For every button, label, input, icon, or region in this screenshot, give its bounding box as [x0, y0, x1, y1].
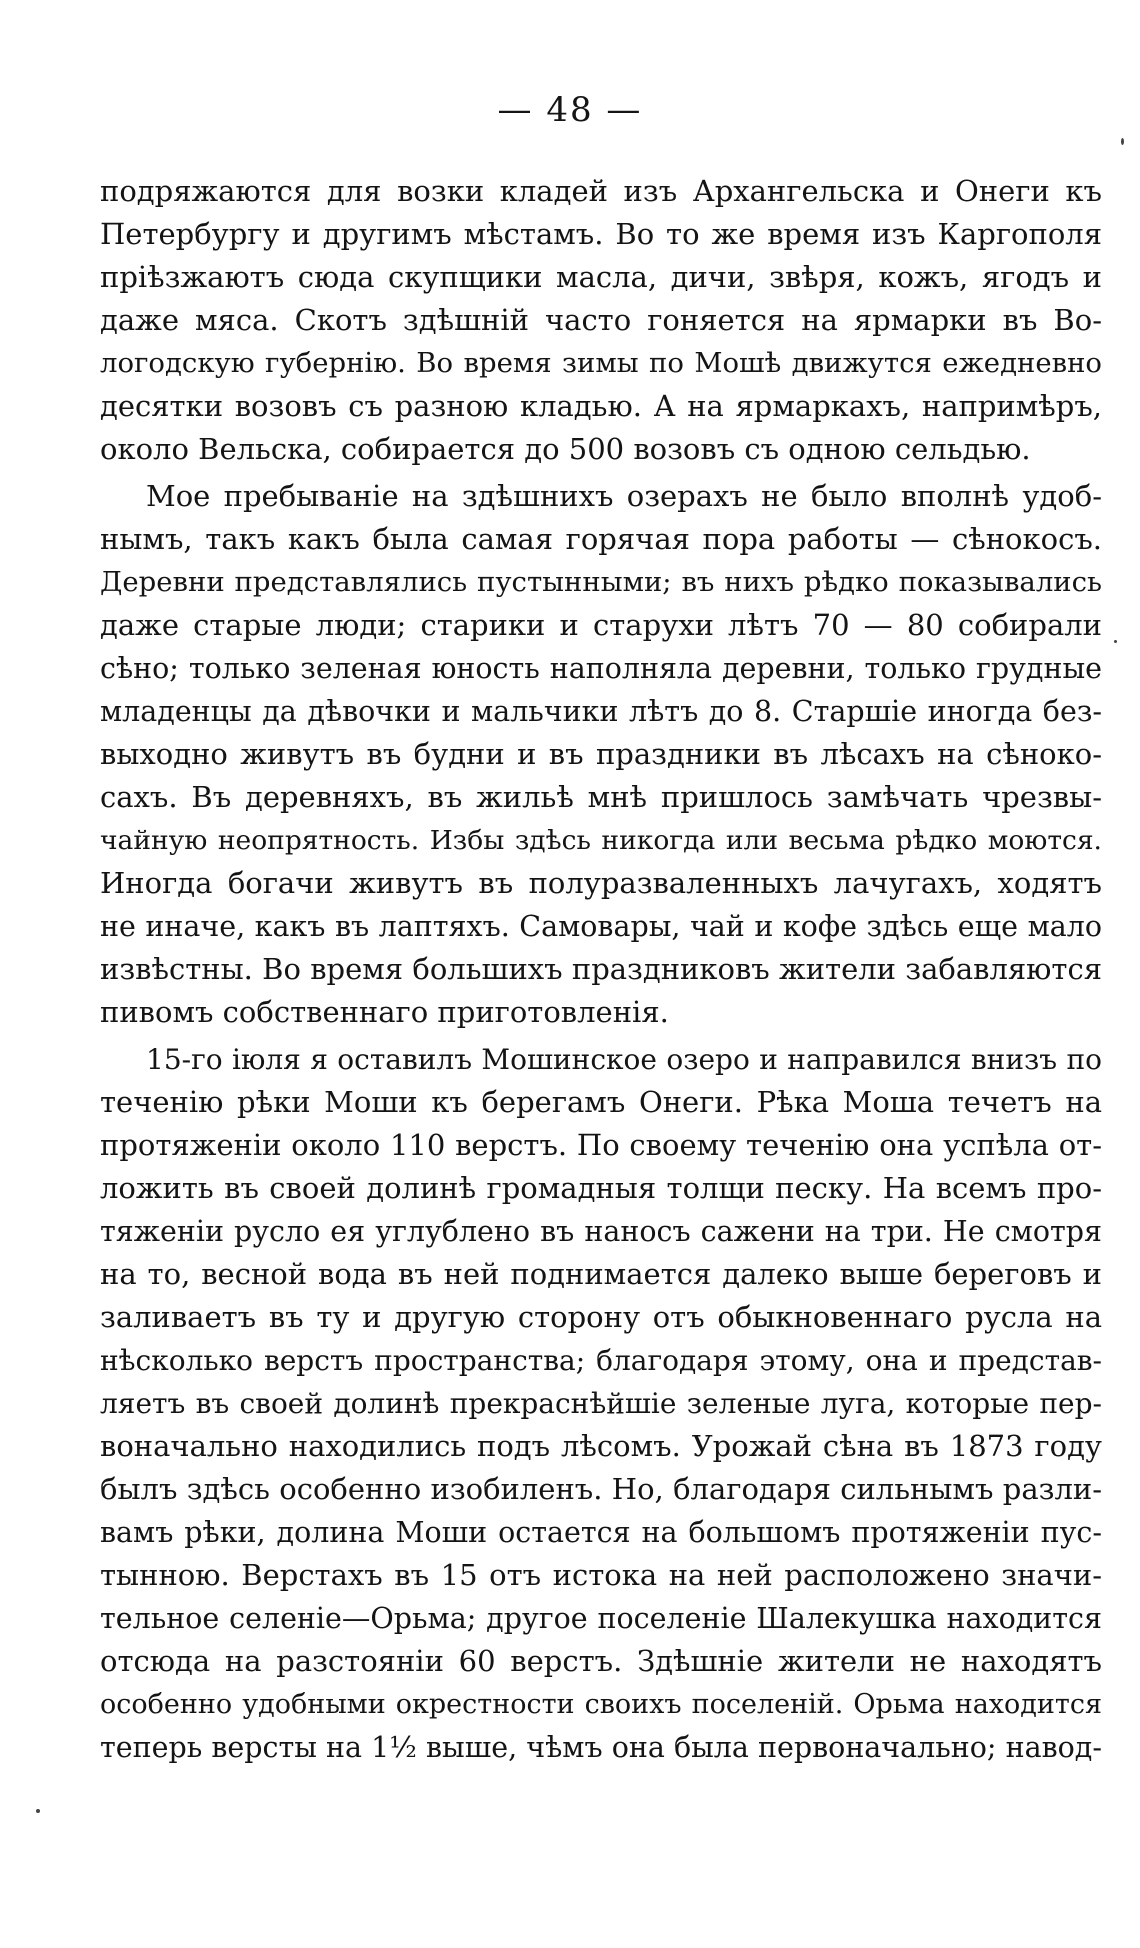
text-line: нѣсколько верстъ пространства; благодаря этому, она и представ-	[100, 1344, 1102, 1377]
text-line: младенцы да дѣвочки и мальчики лѣтъ до 8. Старшіе иногда без-	[100, 695, 1102, 728]
text-line: чайную неопрятность. Избы здѣсь никогда или весьма рѣдко моются.	[100, 825, 1102, 856]
text-line: десятки возовъ съ разною кладью. А на ярмаркахъ, напримѣръ,	[100, 389, 1102, 423]
text-line: отсюда на разстояніи 60 верстъ. Здѣшніе жители не находятъ	[100, 1644, 1102, 1678]
text-line: теченію рѣки Моши къ берегамъ Онеги. Рѣка Моша течетъ на	[100, 1085, 1102, 1119]
text-line: вамъ рѣки, долина Моши остается на большомъ протяженіи пус-	[100, 1516, 1102, 1549]
text-line: пріѣзжаютъ сюда скупщики масла, дичи, звѣря, кожъ, ягодъ и	[100, 260, 1102, 294]
text-line: даже старые люди; старики и старухи лѣтъ 70 — 80 собирали	[100, 608, 1102, 642]
page-number: — 48 —	[497, 90, 643, 130]
paragraph	[100, 475, 1102, 1034]
text-line: воначально находились подъ лѣсомъ. Урожай сѣна въ 1873 году	[100, 1429, 1102, 1463]
text-line: логодскую губернію. Во время зимы по Мошѣ движутся ежедневно	[100, 347, 1102, 379]
text-line: нымъ, такъ какъ была самая горячая пора работы — сѣнокосъ.	[100, 522, 1102, 556]
text-line: Петербургу и другимъ мѣстамъ. Во то же время изъ Каргополя	[100, 217, 1102, 251]
text-line: тяженіи русло ея углублено въ наносъ сажени на три. Не смотря	[100, 1215, 1102, 1248]
text-line: теперь версты на 1½ выше, чѣмъ она была первоначально; навод-	[100, 1731, 1102, 1764]
print-speck	[1114, 640, 1117, 643]
text-line: подряжаются для возки кладей изъ Архангельска и Онеги къ	[100, 174, 1102, 208]
text-line: Мое пребываніе на здѣшнихъ озерахъ не было вполнѣ удоб-	[146, 479, 1102, 513]
text-line: сахъ. Въ деревняхъ, въ жильѣ мнѣ пришлось замѣчать чрезвы-	[100, 780, 1102, 814]
text-line: особенно удобными окрестности своихъ поселеній. Орьма находится	[100, 1689, 1102, 1720]
text-line: былъ здѣсь особенно изобиленъ. Но, благодаря сильнымъ разли-	[100, 1472, 1102, 1506]
print-speck	[36, 1809, 40, 1813]
text-line: на то, весной вода въ ней поднимается далеко выше береговъ и	[100, 1257, 1102, 1291]
text-line: ложить въ своей долинѣ громадныя толщи песку. На всемъ про-	[100, 1171, 1102, 1205]
print-speck	[1121, 138, 1124, 145]
text-line: Деревни представлялись пустынными; въ нихъ рѣдко показывались	[100, 566, 1102, 598]
text-line: не иначе, какъ въ лаптяхъ. Самовары, чай и кофе здѣсь еще мало	[100, 910, 1102, 943]
paragraph	[100, 1038, 1102, 1769]
text-line: около Вельска, собирается до 500 возовъ съ одною сельдью.	[100, 432, 1031, 466]
text-line: сѣно; только зеленая юность наполняла деревни, только грудные	[100, 652, 1102, 685]
text-line: выходно живутъ въ будни и въ праздники въ лѣсахъ на сѣноко-	[100, 737, 1102, 771]
text-line: извѣстны. Во время большихъ праздниковъ жители забавляются	[100, 952, 1102, 986]
body-text	[100, 170, 1102, 1773]
text-line: протяженіи около 110 верстъ. По своему теченію она успѣла от-	[100, 1128, 1102, 1162]
paragraph	[100, 170, 1102, 471]
text-line: тынною. Верстахъ въ 15 отъ истока на ней расположено значи-	[100, 1558, 1102, 1592]
text-line: даже мяса. Скотъ здѣшній часто гоняется на ярмарки въ Во-	[100, 303, 1102, 337]
text-line: тельное селеніе—Орьма; другое поселеніе Шалекушка находится	[100, 1602, 1102, 1635]
text-line: Иногда богачи живутъ въ полуразваленныхъ лачугахъ, ходятъ	[100, 866, 1102, 900]
text-line: 15-го іюля я оставилъ Мошинское озеро и направился внизъ по	[146, 1043, 1102, 1076]
text-line: ляетъ въ своей долинѣ прекраснѣйшіе зеленые луга, которые пер-	[100, 1387, 1102, 1420]
text-line: заливаетъ въ ту и другую сторону отъ обыкновеннаго русла на	[100, 1300, 1102, 1334]
text-line: пивомъ собственнаго приготовленія.	[100, 995, 669, 1029]
